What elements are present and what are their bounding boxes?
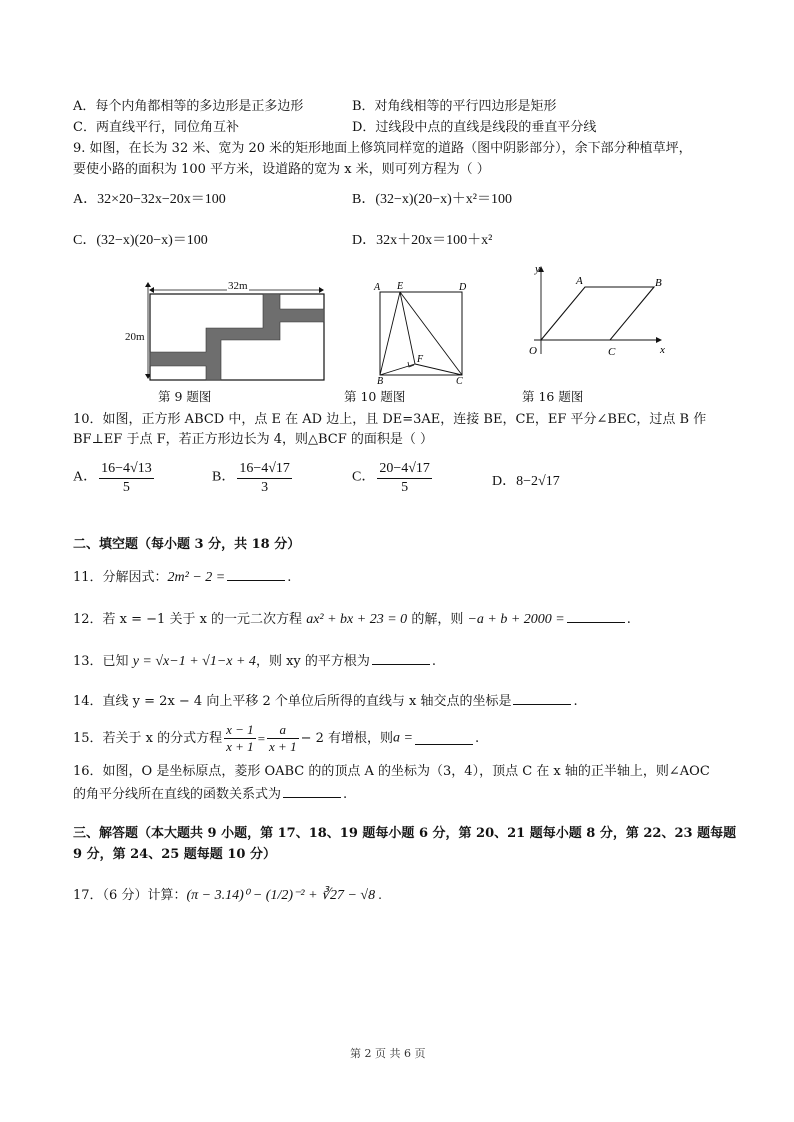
fig10-label-c: C	[456, 376, 463, 386]
figure-9-width-label: 32m	[228, 280, 248, 292]
q10-option-b: B． $\frac{16-4√17}{3}$	[212, 461, 290, 495]
q12-answer-blank[interactable]	[567, 610, 625, 623]
q10-option-c: C． $\frac{20-4√17}{5}$	[352, 461, 430, 495]
section-3-heading-line1: 三、解答题（本大题共 9 小题，第 17、18、19 题每小题 6 分，第 20、21 题每小题 8 分，第 22、23 题每题	[73, 826, 737, 841]
q14-answer-blank[interactable]	[513, 692, 571, 705]
fig16-label-c: C	[608, 346, 616, 358]
q9-option-c: C．(32−x)(20−x)＝100	[73, 233, 208, 248]
fig16-label-a: A	[576, 275, 583, 287]
q16-stem-line2: 的角平分线所在直线的函数关系式为 .	[73, 787, 348, 802]
q10-stem-line2: BF⊥EF 于点 F，若正方形边长为 4，则△BCF 的面积是（ ）	[73, 432, 434, 447]
fig10-label-a: A	[374, 282, 381, 293]
figure-9-caption: 第 9 题图	[158, 389, 212, 404]
figure-9-road-diagram	[120, 278, 332, 386]
figure-16-rhombus-diagram	[520, 262, 670, 362]
q9-stem-line1: 9. 如图，在长为 32 米、宽为 20 米的矩形地面上修筑同样宽的道路（图中阴影部分），余下部分种植草坪，	[73, 141, 692, 156]
fig10-label-d: D	[459, 282, 467, 293]
q8-option-a: A．每个内角都相等的多边形是正多边形	[73, 99, 304, 114]
figure-16-caption: 第 16 题图	[522, 389, 584, 404]
fig10-label-e: E	[397, 281, 404, 292]
q8-option-d: D．过线段中点的直线是线段的垂直平分线	[352, 120, 597, 135]
q8-option-b: B．对角线相等的平行四边形是矩形	[352, 99, 557, 114]
q10-option-d: D．8−2√17	[492, 474, 560, 489]
q10-option-a: A． $\frac{16-4√13}{5}$	[73, 461, 152, 495]
q11-answer-blank[interactable]	[227, 568, 285, 581]
q10-stem-line1: 10．如图，正方形 ABCD 中，点 E 在 AD 边上，且 DE=3AE，连接 BE，CE，EF 平分∠BEC，过点 B 作	[73, 412, 707, 427]
section-2-heading: 二、填空题（每小题 3 分，共 18 分）	[73, 537, 301, 552]
figure-10-caption: 第 10 题图	[344, 389, 406, 404]
fig10-label-b: B	[377, 376, 384, 386]
fig10-label-f: F	[417, 354, 424, 365]
figure-10-square-diagram	[372, 278, 472, 386]
q15-answer-blank[interactable]	[415, 732, 473, 745]
q9-option-b: B．(32−x)(20−x)＋x²＝100	[352, 192, 512, 207]
q9-option-a: A．32×20−32x−20x＝100	[73, 192, 226, 207]
q17: 17．（6 分）计算：(π − 3.14)⁰ − (1/2)⁻² + ∛27 − √8 .	[73, 888, 383, 903]
fig16-label-o: O	[529, 345, 537, 357]
section-3-heading-line2: 9 分，第 24、25 题每题 10 分）	[73, 847, 276, 862]
q9-stem-line2: 要使小路的面积为 100 平方米，设道路的宽为 x 米，则可列方程为（ ）	[73, 162, 490, 177]
q13: 13．已知 y = √x−1 + √1−x + 4，则 xy 的平方根为 .	[73, 654, 437, 669]
q15: 15．若关于 x 的分式方程 $\frac{x - 1}{x + 1}$ = $\frac{a}{x + 1}$ − 2 有增根，则a = .	[73, 722, 480, 755]
q9-option-d: D．32x＋20x＝100＋x²	[352, 233, 493, 248]
page-footer: 第 2 页 共 6 页	[350, 1047, 426, 1060]
q14: 14．直线 y = 2x − 4 向上平移 2 个单位后所得的直线与 x 轴交点的坐标是 .	[73, 694, 578, 709]
q11: 11．分解因式：2m² − 2 = .	[73, 570, 292, 585]
q12: 12．若 x = −1 关于 x 的一元二次方程 ax² + bx + 23 = 0 的解，则 −a + b + 2000 = .	[73, 612, 631, 627]
q8-option-c: C．两直线平行，同位角互补	[73, 120, 239, 135]
q13-answer-blank[interactable]	[372, 652, 430, 665]
q16-answer-blank[interactable]	[283, 785, 341, 798]
figure-9-height-label: 20m	[125, 331, 145, 343]
fig16-label-x: x	[660, 344, 665, 356]
fig16-label-y: y	[535, 263, 540, 275]
q16-stem-line1: 16．如图，O 是坐标原点，菱形 OABC 的的顶点 A 的坐标为（3，4），顶点 C 在 x 轴的正半轴上，则∠AOC	[73, 764, 710, 779]
fig16-label-b: B	[655, 277, 662, 289]
